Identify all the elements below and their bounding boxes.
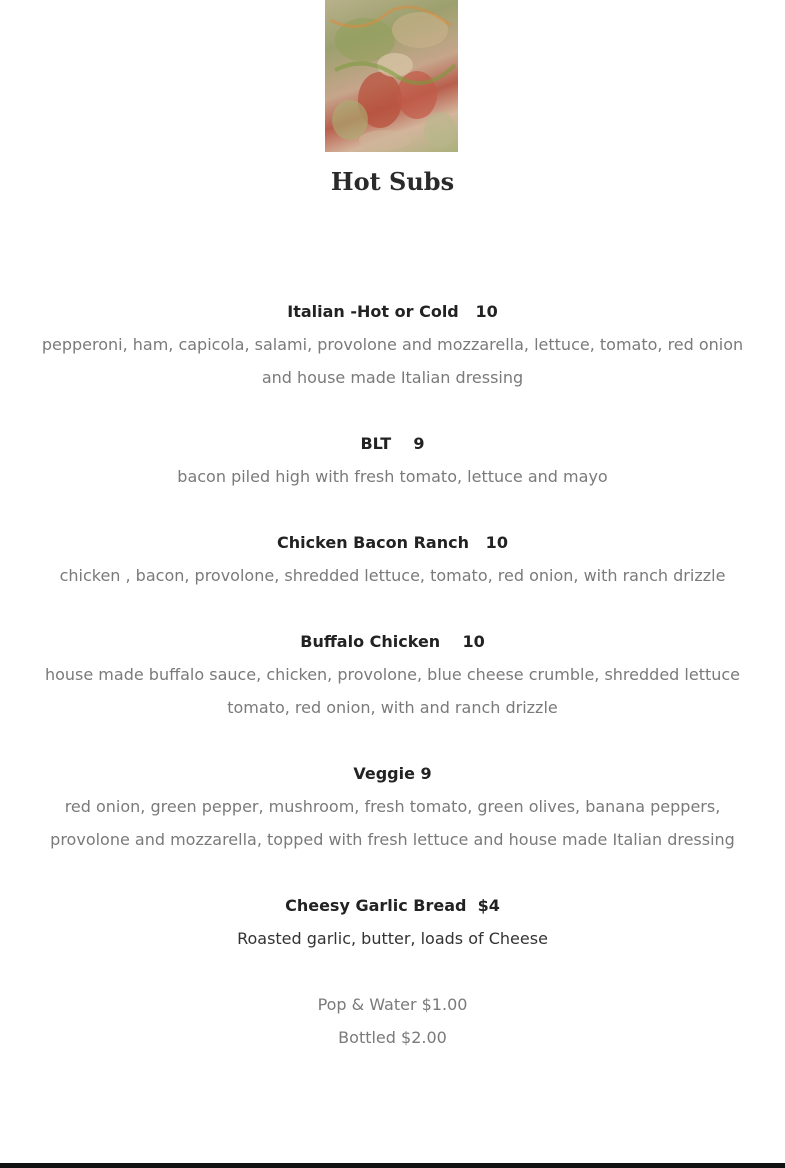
footer-divider [0, 1163, 785, 1168]
menu-item-cheesy-garlic-bread [30, 889, 755, 955]
sub-sandwich-photo [325, 0, 458, 152]
drink-pop-water: Pop & Water $1.00 [317, 995, 468, 1014]
drink-bottled: Bottled $2.00 [338, 1028, 447, 1047]
item-description: Roasted garlic, butter, loads of Cheese [237, 929, 548, 948]
menu-item-chicken-bacon-ranch [30, 526, 755, 592]
drinks-section [30, 988, 755, 1054]
menu-item-blt [30, 427, 755, 493]
item-name: Italian -Hot or Cold 10 [287, 302, 498, 321]
menu-list [30, 295, 755, 1054]
item-name: Veggie 9 [353, 764, 432, 783]
menu-item-buffalo-chicken [30, 625, 755, 724]
item-name: Chicken Bacon Ranch 10 [277, 533, 508, 552]
item-name: BLT 9 [360, 434, 425, 453]
item-name: Cheesy Garlic Bread $4 [285, 896, 500, 915]
item-description: chicken , bacon, provolone, shredded lettuce, tomato, red onion, with ranch drizzle [59, 566, 726, 585]
item-description: red onion, green pepper, mushroom, fresh tomato, green olives, banana peppers, provolone and mozzarella, topped with fresh lettuce and house made Italian dressing [50, 797, 735, 849]
item-description: bacon piled high with fresh tomato, lettuce and mayo [177, 467, 608, 486]
item-description: pepperoni, ham, capicola, salami, provolone and mozzarella, lettuce, tomato, red onion and house made Italian dressing [41, 335, 744, 387]
menu-item-italian [30, 295, 755, 394]
menu-item-veggie [30, 757, 755, 856]
item-description: house made buffalo sauce, chicken, provolone, blue cheese crumble, shredded lettuce tomato, red onion, with and ranch drizzle [44, 665, 741, 717]
page-title: Hot Subs [330, 167, 455, 196]
item-name: Buffalo Chicken 10 [300, 632, 485, 651]
